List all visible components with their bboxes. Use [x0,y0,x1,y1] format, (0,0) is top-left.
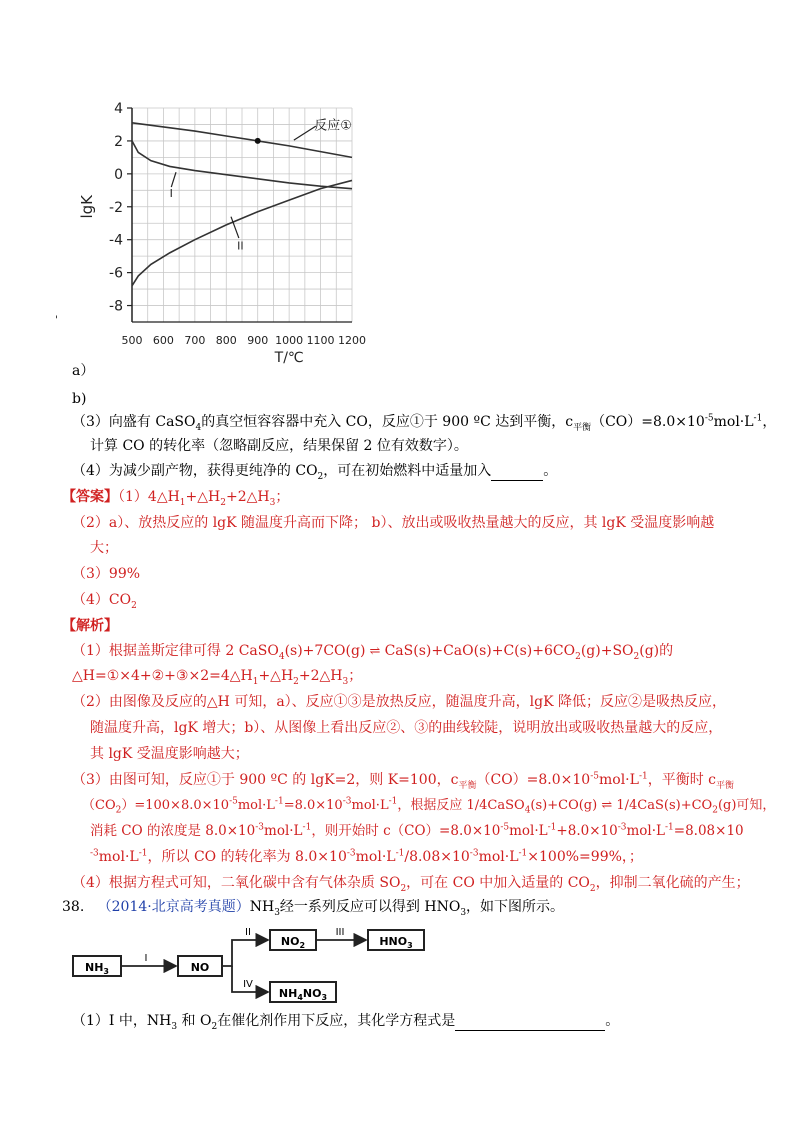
text: +2△H [298,668,343,684]
text: +△H [185,489,221,505]
answer-3: （3）99% [72,566,141,582]
text: （4）为减少副产物，获得更纯净的 CO [72,463,318,479]
svg-text:NH4NO3 [279,987,327,1002]
lgk-temperature-chart [70,100,370,366]
text: （1）根据盖斯定律可得 2 CaSO [72,643,279,659]
no-label: NO [302,987,322,1000]
text: 。 [543,463,558,479]
subscript: 3 [460,907,467,918]
superscript: -5 [590,771,599,782]
text: +△H [258,668,294,684]
subscript: 3 [342,676,349,687]
nh4-label: NH [278,987,298,1000]
no-label: NO [190,961,210,974]
superscript: -5 [500,822,510,833]
superscript: -3 [469,848,479,859]
analysis-3-line-3 [90,822,744,840]
text: mol·L [264,823,303,839]
subscript: 4 [278,651,285,662]
answer-2-line-1: （2）a）、放热反应的 lgK 随温度升高而下降； b）、放出或吸收热量越大的反应，其 lgK 受温度影响越 [72,515,715,531]
x-tick-label: 1100 [306,334,335,347]
text: NH [249,899,275,915]
text: 的真空恒容容器中充入 CO，反应①于 900 ºC 达到平衡，c [201,414,574,430]
subscript: 平衡 [458,780,477,791]
superscript: -1 [138,848,148,859]
chart-grid [132,108,352,322]
superscript: -1 [395,848,405,859]
subscript: 平衡 [716,780,735,791]
text: mol·L [509,823,548,839]
answer-2-line-2: 大； [90,540,118,556]
nh4no3-box [270,982,336,1002]
text: （CO）=8.0×10 [591,414,705,430]
text: （3）向盛有 CaSO [72,414,196,430]
subscript: 2 [633,651,640,662]
series-label-ii: II [237,239,244,253]
superscript: -3 [255,822,265,833]
x-tick-label: 500 [121,334,143,347]
analysis-3-line-1 [72,771,734,789]
text: mol·L [713,414,754,430]
marker-point [255,138,261,144]
answer-line-1 [62,488,289,506]
analysis-3-line-4 [90,848,643,866]
analysis-1-line-1 [72,642,673,661]
answer-4 [72,591,137,609]
equilibrium-arrow-icon: ⇌ [365,644,385,659]
text: ； [348,668,363,684]
text: mol·L [599,772,639,788]
superscript: -1 [665,822,674,833]
y-tick-label: -6 [109,265,123,282]
equilibrium-arrow-icon: ⇌ [597,798,617,813]
text: （4）根据方程式可知，二氧化碳中含有气体杂质 SO [72,875,401,891]
text: 和 O [177,1013,212,1029]
text: ，如下图所示。 [466,899,565,915]
label-i: I [144,953,148,964]
nh3-label: NH [85,961,104,974]
no-box [178,956,222,976]
text: +8.0×10 [556,823,618,839]
label-iii: III [335,927,345,938]
text: 在催化剂作用下反应，其化学方程式是 [217,1013,456,1029]
superscript: -1 [274,796,284,807]
subscript: 2 [220,497,226,508]
text: ，根据反应 1/4CaSO [397,798,525,813]
text: ， [762,414,777,430]
text: mol·L [626,823,665,839]
subscript: 2 [589,883,596,894]
superscript: -1 [302,822,312,833]
y-tick-label: -8 [109,298,123,315]
subscript: 2 [131,600,137,611]
text: =8.0×10 [283,798,343,813]
analysis-3-line-2 [82,797,775,815]
reaction-flow-diagram [70,920,430,1000]
question-number: 38. [62,899,85,915]
text: ； [275,489,290,505]
subscript: 3 [274,907,280,918]
answer-blank[interactable] [491,462,543,481]
x-tick-label: 1000 [275,334,304,347]
text: 消耗 CO 的浓度是 8.0×10 [90,823,256,839]
text: ，抑制二氧化硫的产生； [595,875,750,891]
subscript: 4 [524,805,531,816]
text: ）=100×8.0×10 [121,798,230,813]
text: ，平衡时 c [647,772,717,788]
text: ，则开始时 c（CO）=8.0×10 [311,823,501,839]
y-axis-label: lgK [78,195,96,219]
subscript: 2 [115,805,122,816]
text: CaS(s)+CaO(s)+C(s)+6CO [384,643,576,659]
y-tick-label: -2 [109,199,123,216]
superscript: -3 [617,822,627,833]
text: c [450,772,459,788]
question-3-line-1 [72,413,776,431]
analysis-2-line-1: （2）由图像及反应的△H 可知，a）、反应①③是放热反应，随温度升高，lgK 降低；反应②是吸热反应， [72,694,727,710]
question-4 [72,462,557,481]
superscript: -3 [90,848,99,859]
x-tick-label: 1200 [338,334,366,347]
y-tick-label: 2 [114,133,123,150]
text: （1）I 中，NH [72,1013,172,1029]
answer-label: 【答案】 [62,489,118,505]
text: mol·L [478,849,519,865]
arrow-ii [222,940,268,966]
text: +2△H [225,489,270,505]
superscript: -1 [638,771,648,782]
text: （CO [82,798,116,813]
series-label-i: I [169,186,173,200]
superscript: -1 [518,848,528,859]
no2-label: NO [280,935,300,948]
superscript: -1 [753,413,763,424]
question-source: （2014·北京高考真题） [97,899,250,915]
text: (g)可知， [717,798,776,813]
x-tick-label: 600 [152,334,174,347]
label-iv: IV [243,979,253,990]
subscript: 2 [400,883,407,894]
subscript: 2 [211,1021,218,1032]
question-38-stem [62,898,564,916]
nh3-box [73,956,121,976]
superscript: -1 [388,796,398,807]
question-3-line-2: 计算 CO 的转化率（忽略副反应，结果保留 2 位有效数字）。 [90,438,468,454]
text: (g)的 [639,643,674,659]
subscript: 2 [317,471,324,482]
flow-svg [70,920,430,1000]
superscript: -5 [229,796,238,807]
y-tick-label: 4 [114,101,123,117]
subscript: 4 [195,422,202,433]
text: ，可在初始燃料中适量加入 [323,463,492,479]
subscript: 平衡 [573,422,592,433]
superscript: -3 [342,796,352,807]
text: (g)+SO [580,643,634,659]
superscript: -3 [346,848,356,859]
chart-svg [70,100,370,366]
text: mol·L [351,798,389,813]
analysis-4 [72,874,750,892]
text: （CO）=8.0×10 [476,772,591,788]
text: ，所以 CO 的转化率为 8.0×10 [147,849,347,865]
hno3-label: HNO [379,935,408,948]
subscript: 1 [179,497,186,508]
series-leader-line [171,172,176,187]
fig-caption-b: b) [72,391,87,407]
x-tick-label: 900 [247,334,269,347]
superscript: -1 [547,822,557,833]
hno3-box [368,930,424,950]
analysis-label: 【解析】 [62,618,118,634]
text: 经一系列反应可以得到 HNO [279,899,461,915]
x-axis-label: T/℃ [274,350,304,366]
question-38-1 [72,1012,619,1031]
analysis-2-line-3: 其 lgK 受温度影响越大； [90,746,249,762]
text: mol·L [355,849,396,865]
subscript: 2 [299,941,306,950]
text: 。 [605,1013,620,1029]
analysis-1-line-2 [72,667,362,685]
text: （1）4△H [118,489,180,505]
no2-box [270,930,316,950]
text: /8.08×10 [404,849,470,865]
text: ，可在 CO 中加入适量的 CO [406,875,590,891]
text: mol·L [237,798,275,813]
text: =8.08×10 [673,823,744,839]
text: (s)+7CO(g) [284,643,366,659]
subscript: 3 [103,967,109,976]
subscript: 3 [407,941,413,950]
label-ii: II [245,927,251,938]
y-tick-label: -4 [109,232,123,249]
x-tick-label: 700 [184,334,206,347]
text: ×100%=99%，； [527,849,643,865]
text: △H=①×4+②+③×2=4△H [72,668,253,684]
analysis-2-line-2: 随温度升高，lgK 增大；b）、从图像上看出反应②、③的曲线较陡，说明放出或吸收热量越大的反应， [90,720,723,736]
subscript: 3 [321,993,328,1002]
subscript: 1 [252,676,259,687]
subscript: 3 [171,1021,178,1032]
text: （4）CO [72,592,132,608]
text: 1/4CaS(s)+CO [616,798,713,813]
subscript: 2 [575,651,581,662]
text: (s)+CO(g) [530,798,598,813]
text: （3）由图可知，反应①于 900 ºC 的 lgK=2，则 K=100， [72,772,451,788]
stray-mark: ' [55,315,58,326]
answer-blank[interactable] [455,1012,605,1031]
x-tick-label: 800 [215,334,237,347]
superscript: -5 [704,413,714,424]
fig-caption-a: a） [72,363,95,379]
subscript: 3 [269,497,276,508]
subscript: 4 [297,993,303,1002]
y-tick-label: 0 [114,166,123,183]
subscript: 2 [293,676,299,687]
series-label-reaction-1: 反应① [314,118,352,134]
text: mol·L [98,849,139,865]
subscript: 2 [712,805,718,816]
